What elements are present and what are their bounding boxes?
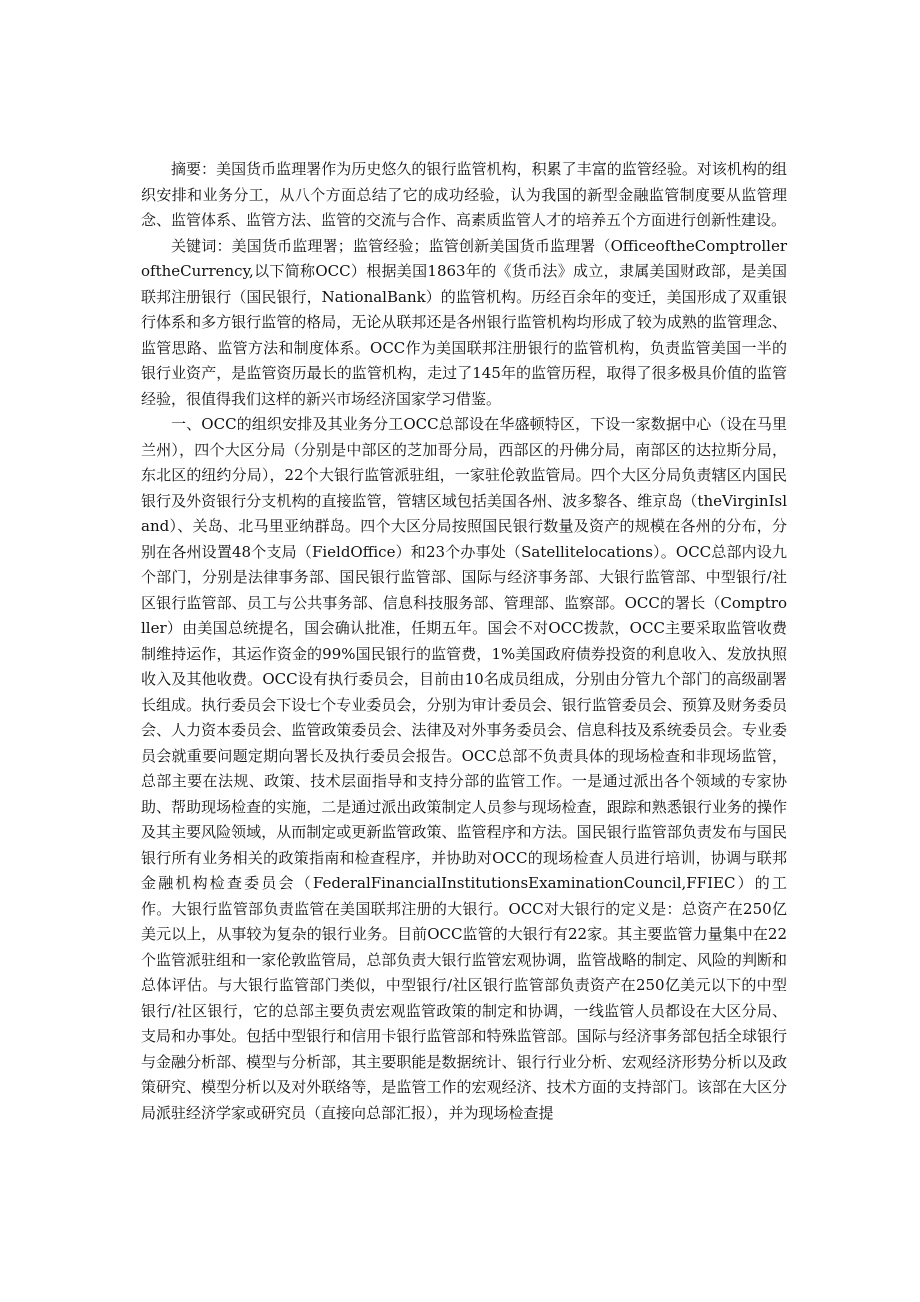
- keywords-intro-paragraph: 关键词：美国货币监理署；监管经验；监管创新美国货币监理署（OfficeoftheComptrolleroftheCurrency,以下简称OCC）根据美国1863年的《货币法》成立，隶属美国财政部，是美国联邦注册银行（国民银行，NationalBank）的监管机构。历经百余年的变迁，美国形成了双重银行体系和多方银行监管的格局，无论从联邦还是各州银行监管机构均形成了较为成熟的监管理念、监管思路、监管方法和制度体系。OCC作为美国联邦注册银行的监管机构，负责监管美国一半的银行业资产，是监管资历最长的监管机构，走过了145年的监管历程，取得了很多极具价值的监管经验，很值得我们这样的新兴市场经济国家学习借鉴。: [141, 236, 787, 408]
- document-page: [141, 157, 787, 1126]
- abstract-paragraph: 摘要：美国货币监理署作为历史悠久的银行监管机构，积累了丰富的监管经验。对该机构的组织安排和业务分工，从八个方面总结了它的成功经验，认为我国的新型金融监管制度要从监管理念、监管体系、监管方法、监管的交流与合作、高素质监管人才的培养五个方面进行创新性建设。: [141, 160, 787, 229]
- section-one-paragraph: 一、OCC的组织安排及其业务分工OCC总部设在华盛顿特区，下设一家数据中心（设在马里兰州），四个大区分局（分别是中部区的芝加哥分局，西部区的丹佛分局，南部区的达拉斯分局，东北区的纽约分局），22个大银行监管派驻组，一家驻伦敦监管局。四个大区分局负责辖区内国民银行及外资银行分支机构的直接监管，管辖区域包括美国各州、波多黎各、维京岛（theVirginIsland）、关岛、北马里亚纳群岛。四个大区分局按照国民银行数量及资产的规模在各州的分布，分别在各州设置48个支局（FieldOffice）和23个办事处（Satellitelocations）。OCC总部内设九个部门，分别是法律事务部、国民银行监管部、国际与经济事务部、大银行监管部、中型银行/社区银行监管部、员工与公共事务部、信息科技服务部、管理部、监察部。OCC的署长（Comptroller）由美国总统提名，国会确认批准，任期五年。国会不对OCC拨款，OCC主要采取监管收费制维持运作，其运作资金的99%国民银行的监管费，1%美国政府债券投资的利息收入、发放执照收入及其他收费。OCC设有执行委员会，目前由10名成员组成，分别由分管九个部门的高级副署长组成。执行委员会下设七个专业委员会，分别为审计委员会、银行监管委员会、预算及财务委员会、人力资本委员会、监管政策委员会、法律及对外事务委员会、信息科技及系统委员会。专业委员会就重要问题定期向署长及执行委员会报告。OCC总部不负责具体的现场检查和非现场监管，总部主要在法规、政策、技术层面指导和支持分部的监管工作。一是通过派出各个领域的专家协助、帮助现场检查的实施，二是通过派出政策制定人员参与现场检查，跟踪和熟悉银行业务的操作及其主要风险领域，从而制定或更新监管政策、监管程序和方法。国民银行监管部负责发布与国民银行所有业务相关的政策指南和检查程序，并协助对OCC的现场检查人员进行培训，协调与联邦金融机构检查委员会（FederalFinancialInstitutionsExaminationCouncil,FFIEC）的工作。大银行监管部负责监管在美国联邦注册的大银行。OCC对大银行的定义是：总资产在250亿美元以上，从事较为复杂的银行业务。目前OCC监管的大银行有22家。其主要监管力量集中在22个监管派驻组和一家伦敦监管局，总部负责大银行监管宏观协调，监管战略的制定、风险的判断和总体评估。与大银行监管部门类似，中型银行/社区银行监管部负责资产在250亿美元以下的中型银行/社区银行，它的总部主要负责宏观监管政策的制定和协调，一线监管人员都设在大区分局、支局和办事处。包括中型银行和信用卡银行监管部和特殊监管部。国际与经济事务部包括全球银行与金融分析部、模型与分析部，其主要职能是数据统计、银行行业分析、宏观经济形势分析以及政策研究、模型分析以及对外联络等，是监管工作的宏观经济、技术方面的支持部门。该部在大区分局派驻经济学家或研究员（直接向总部汇报），并为现场检查提: [141, 415, 787, 1122]
